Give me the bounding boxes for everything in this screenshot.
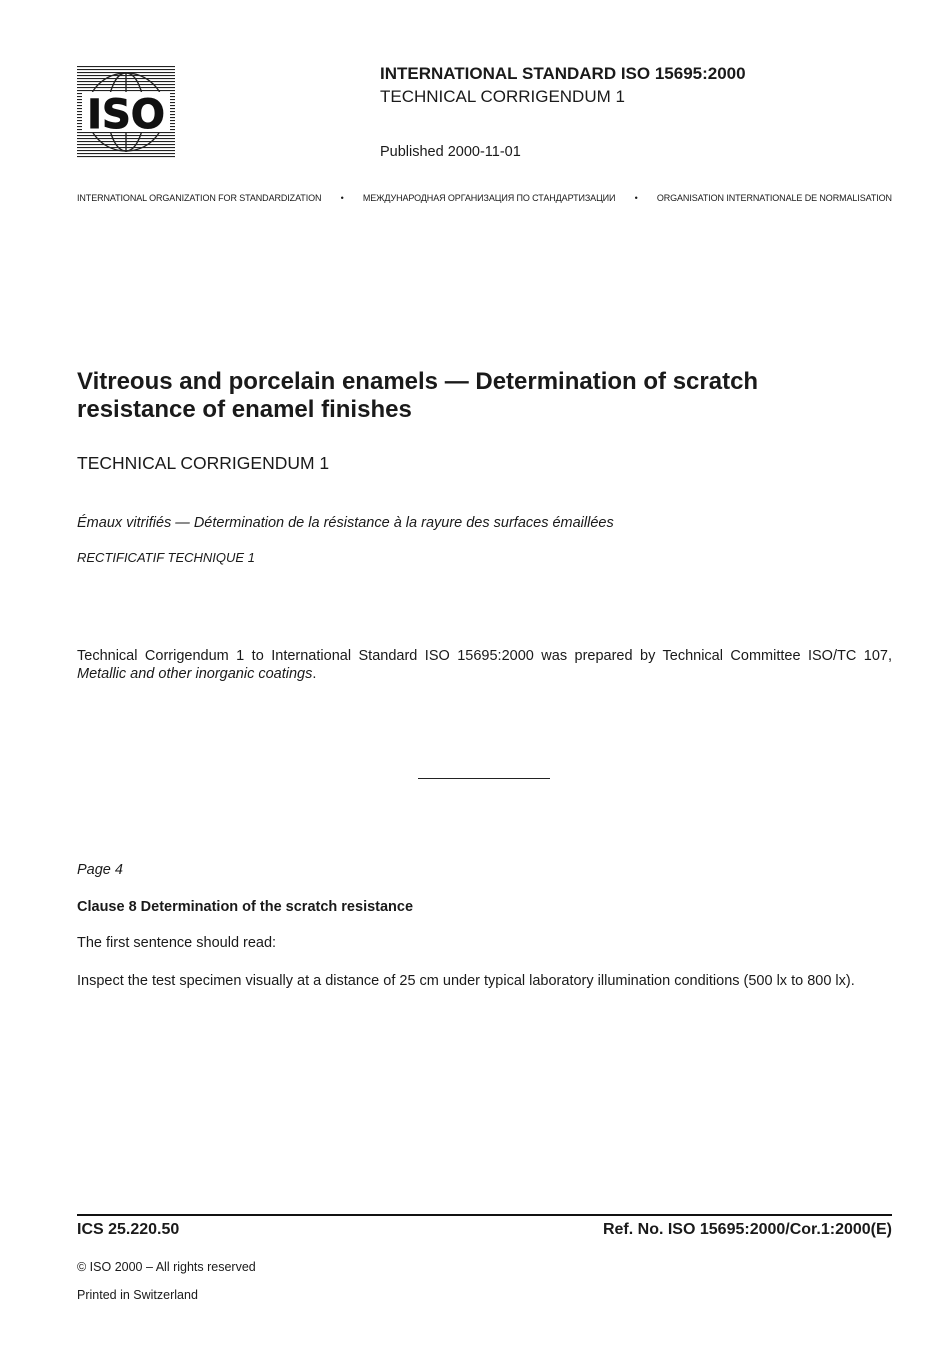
bullet-separator: • [634, 193, 638, 203]
printed-location: Printed in Switzerland [77, 1288, 198, 1302]
intro-paragraph [77, 647, 892, 683]
committee-name: Metallic and other inorganic coatings [77, 666, 313, 682]
org-name-en: INTERNATIONAL ORGANIZATION FOR STANDARDIZATION [77, 193, 322, 203]
published-date: Published 2000-11-01 [380, 144, 521, 160]
french-subtitle: RECTIFICATIF TECHNIQUE 1 [77, 550, 255, 565]
copyright-notice: © ISO 2000 – All rights reserved [77, 1260, 256, 1274]
iso-logo [77, 66, 175, 158]
clause-heading: Clause 8 Determination of the scratch resistance [77, 899, 414, 915]
organization-line [77, 193, 892, 203]
bullet-separator: • [340, 193, 344, 203]
corrigendum-heading: TECHNICAL CORRIGENDUM 1 [77, 453, 330, 473]
intro-end: . [312, 666, 317, 682]
section-divider [418, 778, 550, 779]
org-name-fr: ORGANISATION INTERNATIONALE DE NORMALISATION [656, 193, 892, 203]
title-line-2: resistance of enamel finishes [77, 396, 412, 423]
org-name-ru: МЕЖДУНАРОДНАЯ ОРГАНИЗАЦИЯ ПО СТАНДАРТИЗАЦИИ [362, 193, 616, 203]
ics-code: ICS 25.220.50 [77, 1221, 180, 1238]
french-title: Émaux vitrifiés — Détermination de la résistance à la rayure des surfaces émaillées [77, 515, 614, 531]
title-line-1: Vitreous and porcelain enamels — Determination of scratch [77, 368, 759, 395]
document-title [77, 368, 892, 424]
standard-title: INTERNATIONAL STANDARD ISO 15695:2000 [380, 64, 746, 83]
standard-subtitle: TECHNICAL CORRIGENDUM 1 [380, 87, 625, 106]
correction-instruction: The first sentence should read: [77, 935, 277, 951]
corrected-sentence: Inspect the test specimen visually at a distance of 25 cm under typical laboratory illumination conditions (500 lx to 800 lx). [77, 973, 855, 989]
footer-rule [77, 1214, 892, 1216]
intro-text: Technical Corrigendum 1 to International Standard ISO 15695:2000 was prepared by Technical Committee ISO/TC 107, [77, 648, 892, 664]
reference-number: Ref. No. ISO 15695:2000/Cor.1:2000(E) [602, 1221, 892, 1238]
page-reference: Page 4 [77, 862, 123, 878]
svg-text:ISO: ISO [87, 92, 165, 138]
